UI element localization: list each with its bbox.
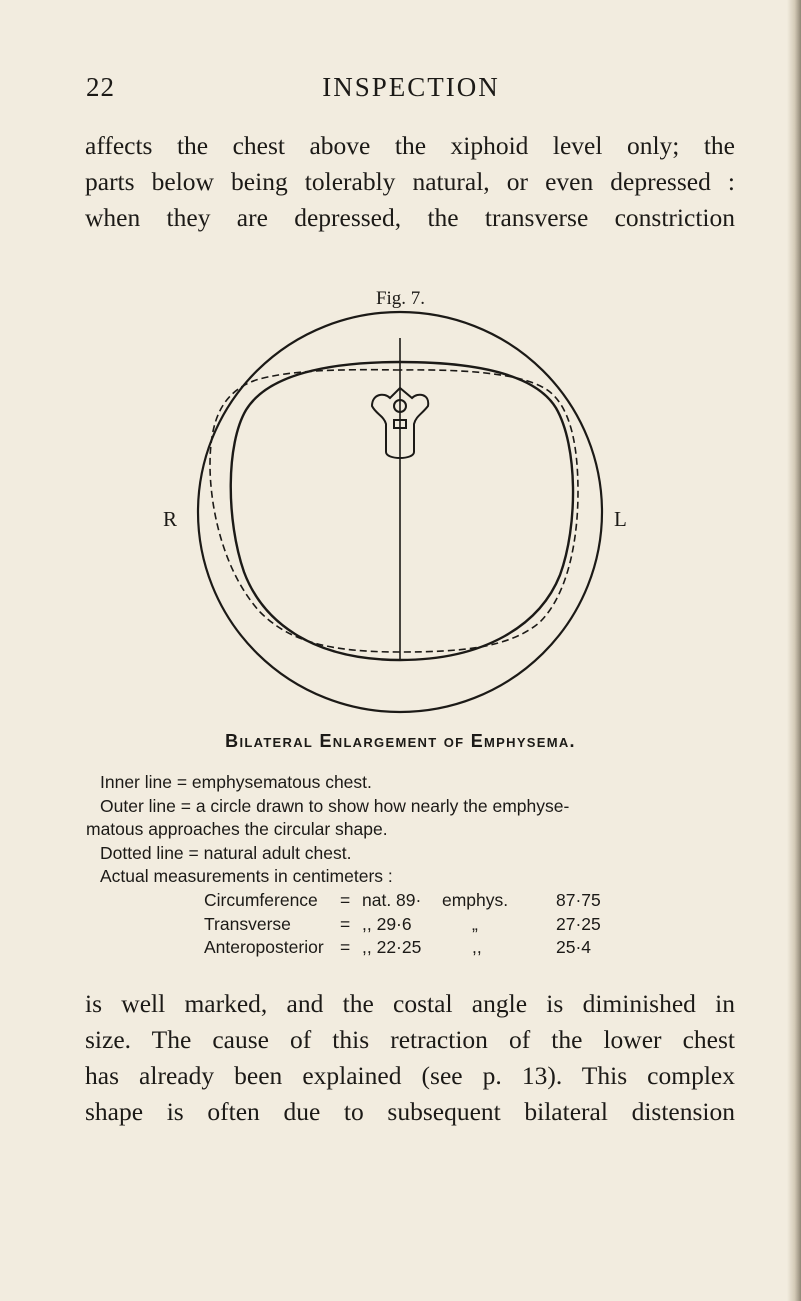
text-line: shape is often due to subsequent bilateral distension — [85, 1097, 735, 1126]
table-row — [204, 936, 601, 960]
running-head: INSPECTION — [322, 72, 500, 102]
right-side-marker: R — [163, 507, 178, 531]
legend-inner-line: Inner line = emphysematous chest. — [100, 772, 372, 792]
measurements-table — [204, 889, 601, 960]
measurement-emphys-marker: emphys. — [442, 890, 509, 910]
figure-caption: Bilateral Enlargement of Emphysema. — [225, 731, 576, 751]
legend-outer-line: Outer line = a circle drawn to show how nearly the emphyse- — [100, 795, 570, 816]
page-header — [86, 72, 736, 108]
table-row — [204, 913, 601, 937]
legend-dotted-line: Dotted line = natural adult chest. — [100, 842, 352, 863]
measurement-eq: = — [340, 913, 351, 934]
measurement-label: Circumference — [204, 890, 318, 910]
measurement-value: 25·4 — [556, 937, 592, 957]
measurement-natural: ,, 22·25 — [362, 937, 422, 957]
measurement-eq: = — [340, 937, 351, 957]
text-line: is well marked, and the costal angle is diminished in — [85, 989, 735, 1018]
figure-label: Fig. 7. — [375, 288, 426, 309]
paragraph-top — [85, 128, 735, 236]
measurement-value: 87·75 — [556, 890, 601, 910]
figure-legend — [86, 771, 726, 889]
measurement-emphys-marker: „ — [472, 913, 478, 934]
text-line: size. The cause of this retraction of the lower chest — [85, 1025, 735, 1054]
legend-actual-measurements: Actual measurements in centimeters : — [100, 866, 393, 886]
text-line: when they are depressed, the transverse constriction — [85, 203, 735, 232]
page-edge-shadow — [787, 0, 801, 1301]
paragraph-bottom — [85, 986, 735, 1130]
text-line: affects the chest above the xiphoid level only; the — [85, 131, 735, 160]
measurement-eq: = — [340, 890, 351, 910]
text-line: has already been explained (see p. 13). This complex — [85, 1061, 735, 1090]
measurement-label: Transverse — [204, 913, 291, 934]
legend-outer-line-continued: matous approaches the circular shape. — [86, 819, 388, 839]
measurement-natural: ,, 29·6 — [362, 913, 412, 934]
text-line: parts below being tolerably natural, or even depressed : — [85, 167, 735, 196]
emphysematous-chest-line — [231, 362, 573, 660]
measurement-value: 27·25 — [556, 913, 601, 934]
measurement-natural: nat. 89· — [362, 890, 422, 910]
table-row — [204, 889, 601, 913]
left-side-marker: L — [614, 507, 627, 531]
measurement-label: Anteroposterior — [204, 937, 324, 957]
measurement-emphys-marker: ,, — [472, 937, 482, 957]
chest-outline-figure — [170, 300, 630, 730]
page-number: 22 — [86, 72, 115, 102]
